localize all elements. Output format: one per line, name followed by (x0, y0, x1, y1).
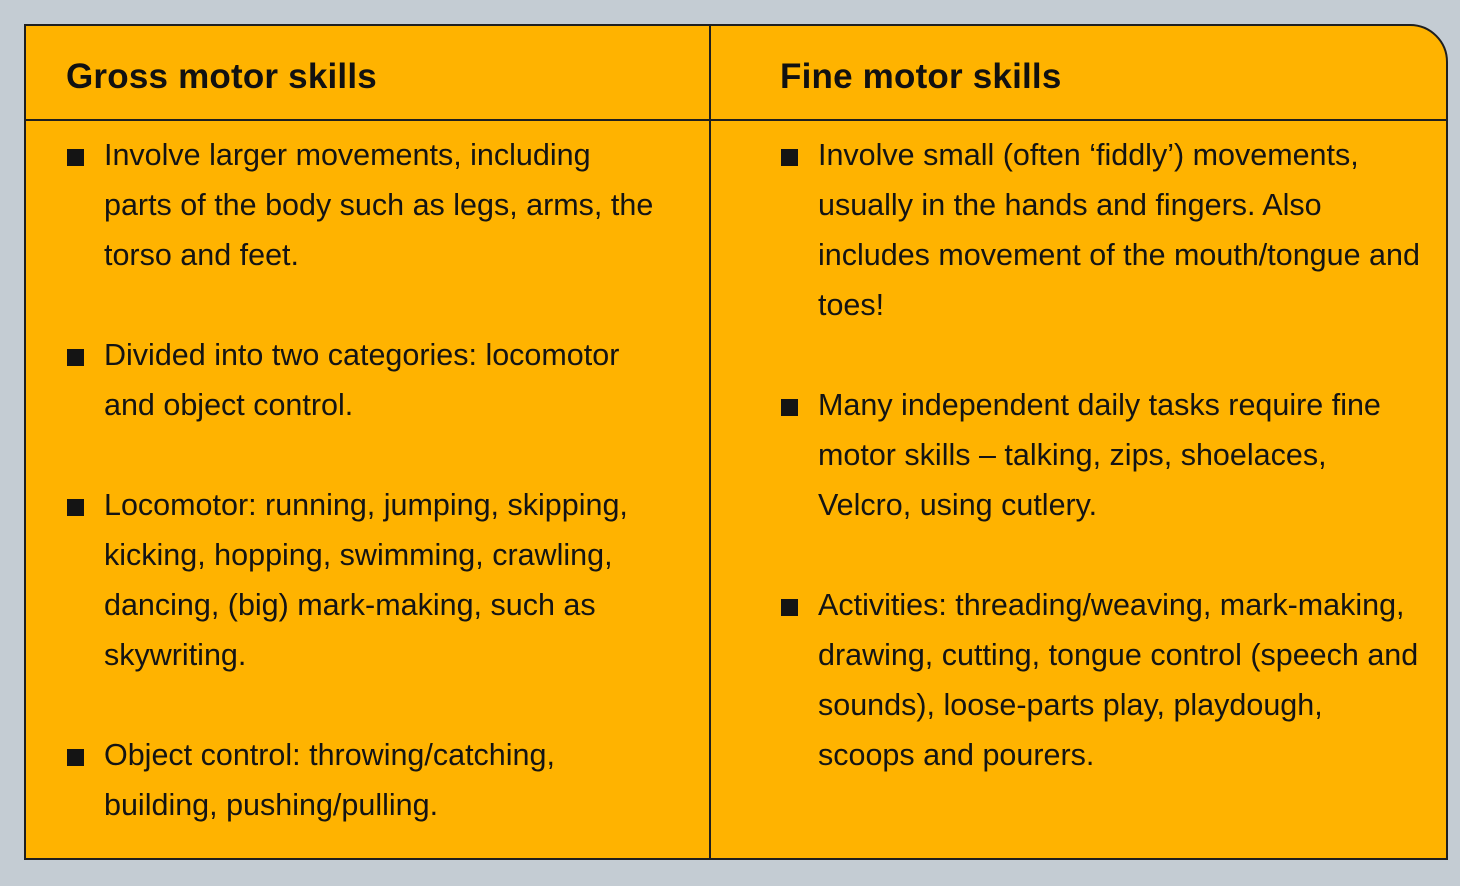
list-item (780, 380, 1420, 530)
list-item-text: Involve larger movements, including parts of the body such as legs, arms, the torso and feet. (104, 138, 654, 272)
list-item (66, 330, 666, 430)
list-item-text: Divided into two categories: locomotor and object control. (104, 338, 620, 422)
motor-skills-table (24, 24, 1448, 860)
gross-motor-list (66, 130, 666, 880)
square-bullet-icon (67, 499, 84, 516)
list-item (66, 730, 666, 830)
square-bullet-icon (67, 149, 84, 166)
column-divider (709, 26, 711, 858)
square-bullet-icon (67, 349, 84, 366)
list-item (66, 480, 666, 680)
square-bullet-icon (781, 399, 798, 416)
list-item (780, 580, 1420, 780)
list-item-text: Object control: throwing/catching, building, pushing/pulling. (104, 738, 555, 822)
square-bullet-icon (781, 599, 798, 616)
list-item-text: Activities: threading/weaving, mark-making, drawing, cutting, tongue control (speech and sounds), loose-parts play, playdough, scoops and pourers. (818, 588, 1419, 772)
fine-motor-list (780, 130, 1420, 830)
fine-motor-heading: Fine motor skills (780, 57, 1062, 96)
list-item (66, 130, 666, 280)
gross-motor-heading: Gross motor skills (66, 57, 377, 96)
square-bullet-icon (781, 149, 798, 166)
list-item-text: Many independent daily tasks require fine motor skills – talking, zips, shoelaces, Velcro, using cutlery. (818, 388, 1381, 522)
square-bullet-icon (67, 749, 84, 766)
list-item-text: Involve small (often ‘fiddly’) movements, usually in the hands and fingers. Also includes movement of the mouth/tongue and toes! (818, 138, 1420, 322)
list-item (780, 130, 1420, 330)
list-item-text: Locomotor: running, jumping, skipping, kicking, hopping, swimming, crawling, dancing, (big) mark-making, such as skywriting. (104, 488, 628, 672)
